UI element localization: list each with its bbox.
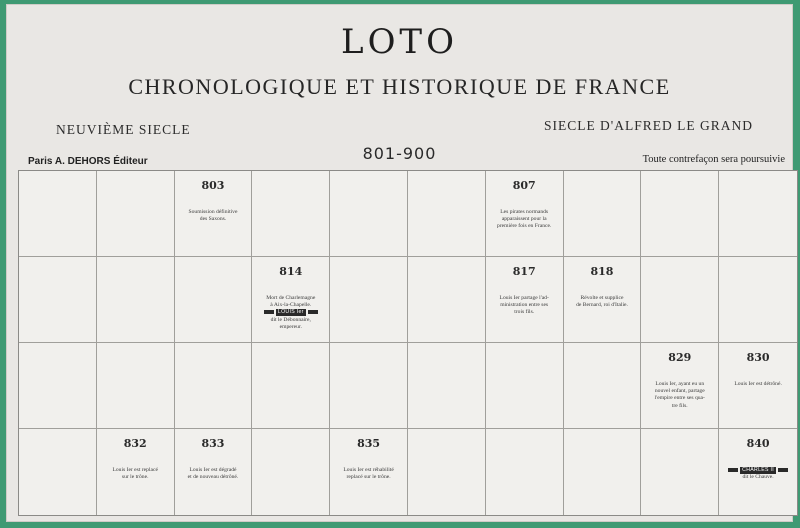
event-line: trois fils. bbox=[514, 309, 535, 316]
grid-cell bbox=[252, 257, 330, 343]
cell-event-text bbox=[257, 295, 324, 331]
cell-event-text bbox=[180, 209, 247, 223]
event-line: nouvel enfant, partage bbox=[654, 388, 705, 395]
event-line: tre fils. bbox=[671, 402, 688, 409]
grid-cell bbox=[641, 429, 719, 515]
publisher-label: Paris A. DEHORS Éditeur bbox=[28, 156, 148, 167]
grid-cell bbox=[97, 171, 175, 257]
century-label: NEUVIÈME SIECLE bbox=[56, 122, 191, 137]
grid-cell bbox=[252, 429, 330, 515]
event-line: Louis Ier, ayant eu un bbox=[655, 381, 705, 387]
grid-cell bbox=[564, 257, 642, 343]
cell-event-text bbox=[724, 467, 792, 481]
grid-cell bbox=[175, 343, 253, 429]
event-line: dit le Chauve. bbox=[742, 474, 774, 481]
event-line: ministration entre ses bbox=[500, 302, 549, 309]
event-line: première fois en France. bbox=[497, 223, 552, 230]
cell-year: 840 bbox=[746, 437, 770, 450]
grid-cell bbox=[19, 343, 97, 429]
cell-year: 803 bbox=[201, 179, 225, 192]
event-line: Louis Ier est replacé bbox=[112, 467, 158, 473]
grid-cell bbox=[330, 429, 408, 515]
ruler-badge: CHARLES II bbox=[742, 467, 774, 473]
grid-cell bbox=[486, 257, 564, 343]
cell-year: 807 bbox=[512, 179, 536, 192]
event-line: Mort de Charlemagne bbox=[266, 295, 316, 301]
event-line: Louis Ier est réhabilité bbox=[343, 467, 394, 473]
grid-cell bbox=[175, 171, 253, 257]
rule-mark bbox=[778, 468, 788, 472]
cell-year: 818 bbox=[590, 265, 614, 278]
grid-cell bbox=[330, 257, 408, 343]
grid-cell bbox=[486, 171, 564, 257]
event-line: de Bernard, roi d'Italie. bbox=[576, 302, 628, 309]
rule-mark bbox=[728, 468, 738, 472]
grid-cell bbox=[97, 257, 175, 343]
grid-cell bbox=[408, 429, 486, 515]
cell-event-text bbox=[180, 467, 247, 481]
cell-event-text bbox=[646, 381, 713, 410]
grid-cell bbox=[486, 343, 564, 429]
grid-cell bbox=[97, 429, 175, 515]
rule-mark bbox=[264, 310, 274, 314]
page-subtitle: CHRONOLOGIQUE ET HISTORIQUE DE FRANCE bbox=[128, 74, 671, 99]
cell-year: 829 bbox=[668, 351, 692, 364]
grid-cell bbox=[719, 343, 797, 429]
event-line: replacé sur le trône. bbox=[346, 474, 391, 481]
grid-cell bbox=[641, 257, 719, 343]
page-title: LOTO bbox=[340, 22, 458, 62]
ruler-badge-row bbox=[257, 309, 324, 316]
grid-cell bbox=[252, 171, 330, 257]
grid-cell bbox=[252, 343, 330, 429]
loto-grid bbox=[18, 170, 798, 516]
ruler-badge-row bbox=[724, 467, 792, 474]
event-line: et de nouveau détrôné. bbox=[187, 474, 239, 481]
grid-cell bbox=[719, 429, 797, 515]
grid-cell bbox=[175, 257, 253, 343]
cell-event-text bbox=[491, 295, 558, 317]
grid-cell bbox=[564, 171, 642, 257]
grid-cell bbox=[330, 343, 408, 429]
rule-mark bbox=[308, 310, 318, 314]
cell-event-text bbox=[724, 381, 792, 388]
grid-cell bbox=[19, 429, 97, 515]
event-line: Louis Ier est détrôné. bbox=[734, 381, 782, 387]
grid-cell bbox=[564, 343, 642, 429]
event-line: Révolte et supplice bbox=[580, 295, 624, 301]
event-line: empereur. bbox=[279, 323, 302, 330]
cell-year: 814 bbox=[279, 265, 303, 278]
grid-cell bbox=[719, 171, 797, 257]
grid-cell bbox=[408, 171, 486, 257]
era-label: SIECLE D'ALFRED LE GRAND bbox=[543, 118, 753, 133]
grid-cell bbox=[486, 429, 564, 515]
grid-cell bbox=[641, 343, 719, 429]
grid-cell bbox=[564, 429, 642, 515]
loto-card bbox=[6, 4, 793, 522]
grid-cell bbox=[97, 343, 175, 429]
copyright-notice: Toute contrefaçon sera poursuivie bbox=[642, 154, 785, 165]
event-line: l'empire entre ses qua- bbox=[654, 395, 705, 402]
cell-event-text bbox=[491, 209, 558, 231]
cell-year: 835 bbox=[357, 437, 381, 450]
event-line: à Aix-la-Chapelle. bbox=[270, 302, 312, 309]
grid-cell bbox=[719, 257, 797, 343]
event-line: dit le Débonnaire, bbox=[270, 316, 311, 323]
cell-year: 817 bbox=[512, 265, 536, 278]
year-range: 801-900 bbox=[362, 144, 437, 163]
cell-year: 830 bbox=[746, 351, 770, 364]
event-line: Louis Ier partage l'ad- bbox=[499, 295, 549, 301]
grid-cell bbox=[19, 257, 97, 343]
event-line: sur le trône. bbox=[121, 474, 149, 481]
grid-cell bbox=[330, 171, 408, 257]
ruler-badge: LOUIS Ier bbox=[277, 309, 304, 316]
grid-cell bbox=[175, 429, 253, 515]
event-line: Louis Ier est dégradé bbox=[189, 467, 237, 473]
event-line: des Saxons. bbox=[199, 216, 227, 223]
grid-cell bbox=[408, 343, 486, 429]
cell-year: 833 bbox=[201, 437, 225, 450]
grid-cell bbox=[408, 257, 486, 343]
cell-event-text bbox=[569, 295, 636, 309]
cell-year: 832 bbox=[123, 437, 147, 450]
grid-cell bbox=[641, 171, 719, 257]
event-line: Soumission définitive bbox=[188, 209, 238, 215]
event-line: apparaissent pour la bbox=[501, 216, 547, 223]
grid-cell bbox=[19, 171, 97, 257]
cell-event-text bbox=[102, 467, 169, 481]
event-line: Les pirates normands bbox=[500, 209, 549, 215]
cell-event-text bbox=[335, 467, 402, 481]
